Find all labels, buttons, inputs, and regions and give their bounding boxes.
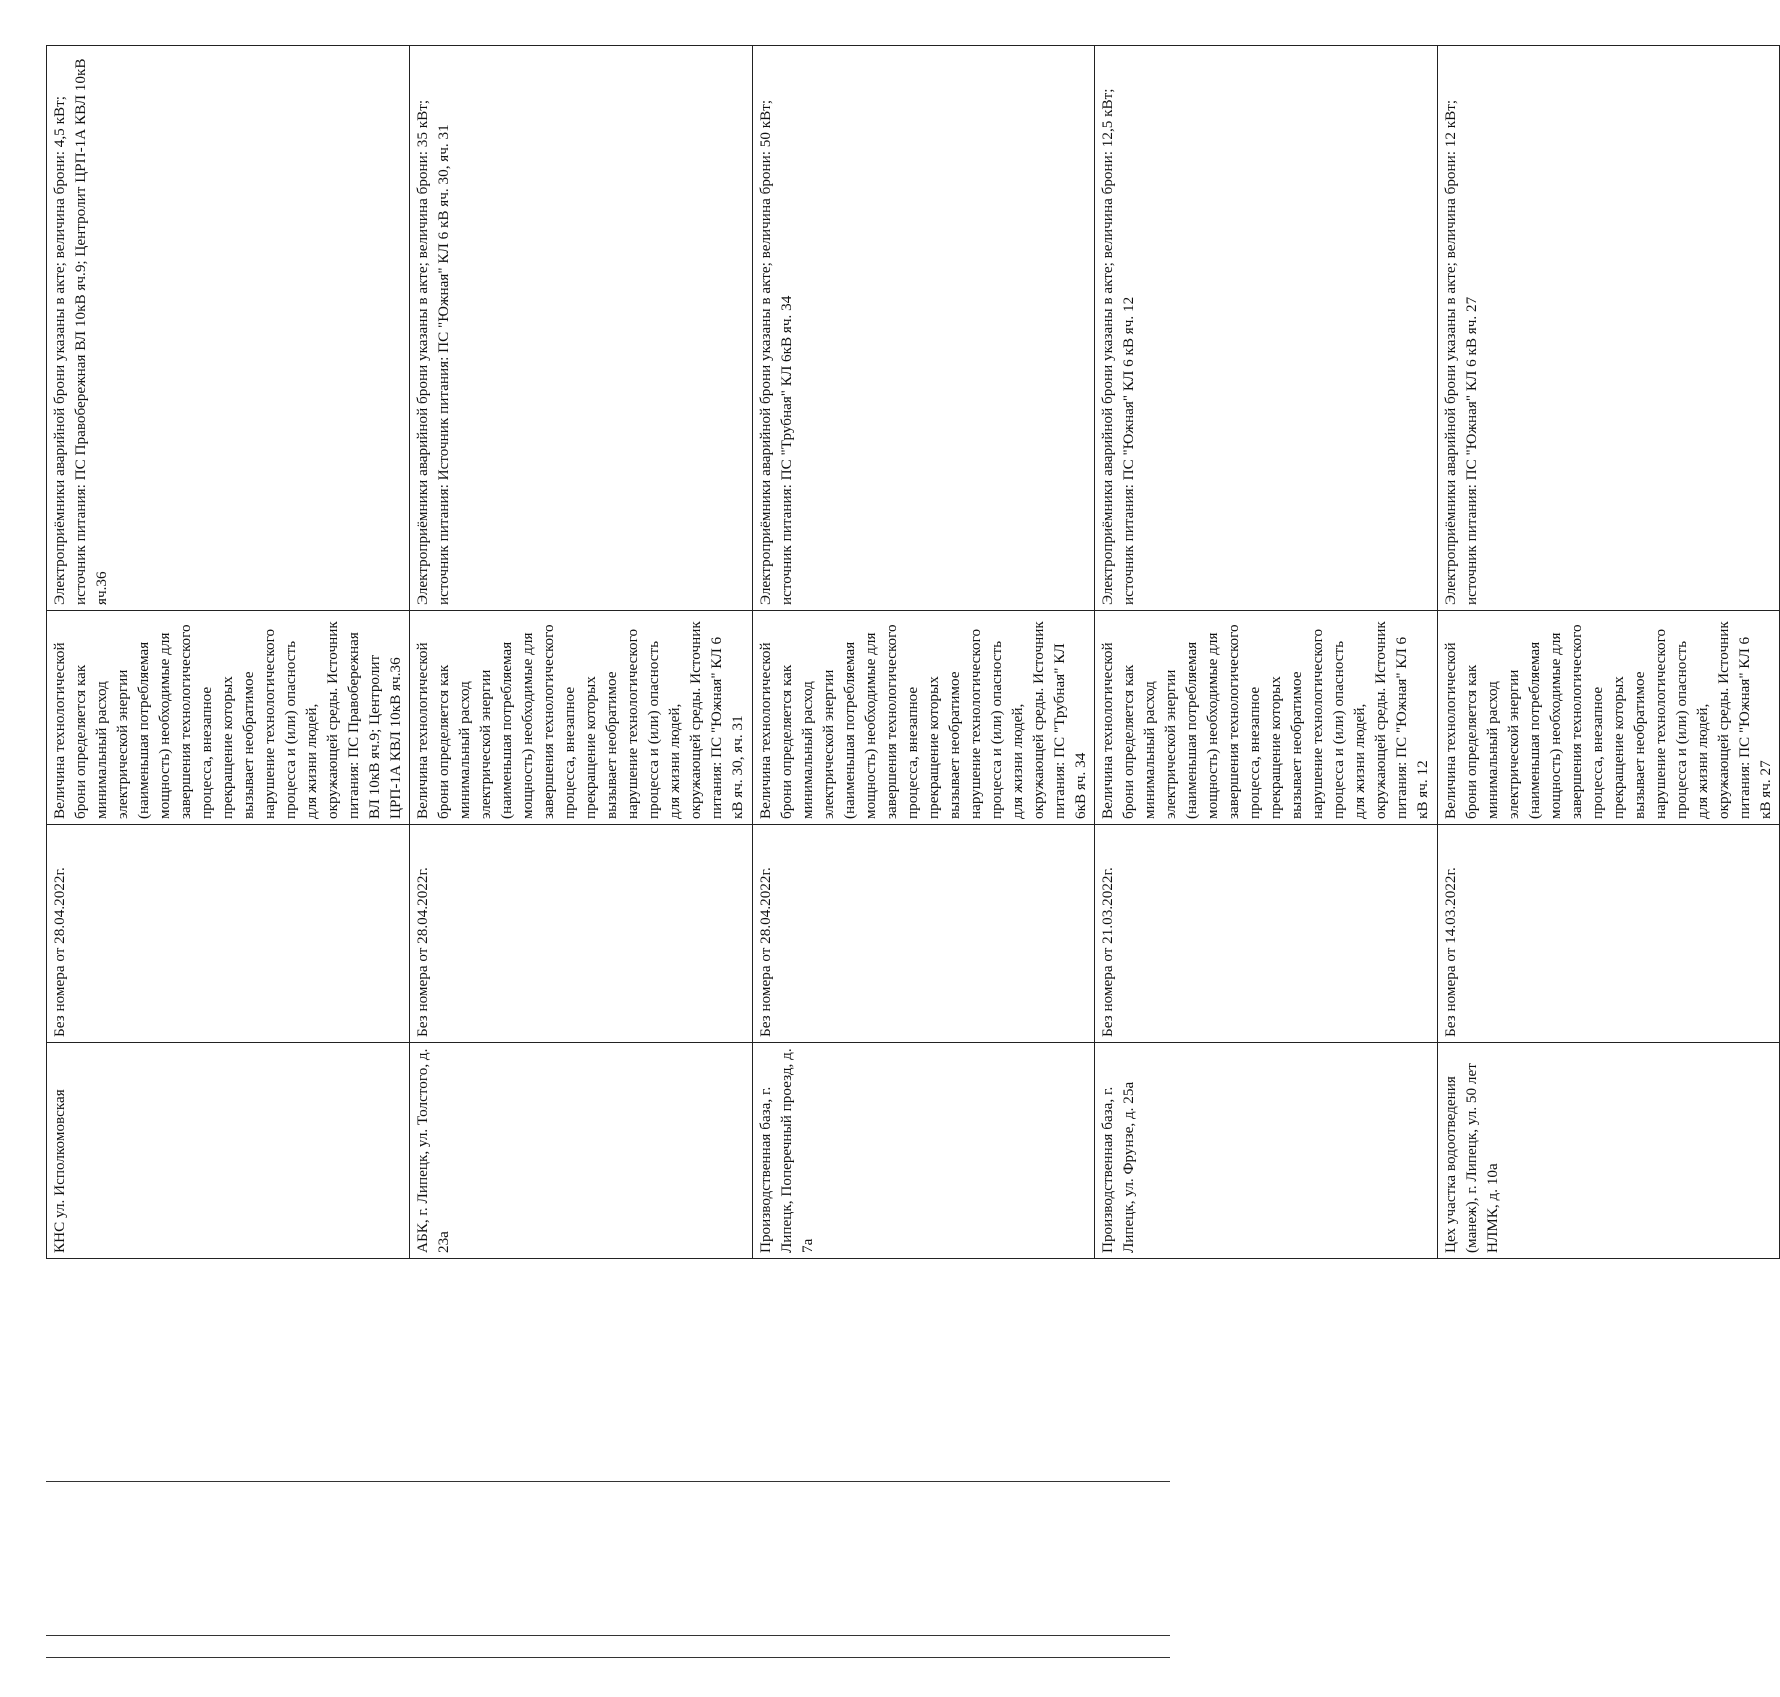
act-cell: Без номера от 14.03.2022г. [1437, 825, 1780, 1043]
divider-line [46, 1481, 1170, 1482]
emergency-reserve-cell: Электроприёмники аварийной брони указаны в акте; величина брони: 35 кВт; источник питания: Источник питания: ПС "Южная" КЛ 6 кВ яч. 30, яч. 31 [410, 46, 753, 611]
emergency-reserve-cell: Электроприёмники аварийной брони указаны в акте; величина брони: 4,5 кВт; источник питания: ПС Правобережная ВЛ 10кВ яч.9; Центролит ЦРП-1А КВЛ 10кВ яч.36 [47, 46, 410, 611]
act-cell: Без номера от 28.04.2022г. [410, 825, 753, 1043]
divider-line [46, 1657, 1170, 1658]
tech-reserve-cell: Величина технологической брони определяется как минимальный расход электрической энергии (наименьшая потребляемая мощность) необходимые для завершения технологического процесса, внезапное прекращение которых вызывает необратимое нарушение технологического процесса и (или) опасность для жизни людей, окружающей среды. Источник питания: ПС Правобережная ВЛ 10кВ яч.9; Центролит ЦРП-1А КВЛ 10кВ яч.36 [47, 611, 410, 825]
object-cell: АБК, г. Липецк, ул. Толстого, д. 23а [410, 1043, 753, 1259]
divider-line [46, 1635, 1170, 1636]
object-cell: Производственная база, г. Липецк, ул. Фрунзе, д. 25а [1095, 1043, 1438, 1259]
tech-reserve-cell: Величина технологической брони определяется как минимальный расход электрической энергии (наименьшая потребляемая мощность) необходимые для завершения технологического процесса, внезапное прекращение которых вызывает необратимое нарушение технологического процесса и (или) опасность для жизни людей, окружающей среды. Источник питания: ПС "Трубная" КЛ 6кВ яч. 34 [752, 611, 1095, 825]
object-cell: КНС ул. Исполкомовская [47, 1043, 410, 1259]
table-row [1437, 46, 1780, 1259]
landscape-page [46, 46, 1774, 1259]
emergency-reserve-cell: Электроприёмники аварийной брони указаны в акте; величина брони: 50 кВт; источник питания: ПС "Трубная" КЛ 6кВ яч. 34 [752, 46, 1095, 611]
tech-reserve-cell: Величина технологической брони определяется как минимальный расход электрической энергии (наименьшая потребляемая мощность) необходимые для завершения технологического процесса, внезапное прекращение которых вызывает необратимое нарушение технологического процесса и (или) опасность для жизни людей, окружающей среды. Источник питания: ПС "Южная" КЛ 6 кВ яч. 27 [1437, 611, 1780, 825]
act-cell: Без номера от 21.03.2022г. [1095, 825, 1438, 1043]
object-cell: Цех участка водоотведения (манеж), г. Липецк, ул. 50 лет НЛМК, д. 10а [1437, 1043, 1780, 1259]
rotated-table-container [46, 46, 1774, 1259]
emergency-reserve-cell: Электроприёмники аварийной брони указаны в акте; величина брони: 12 кВт; источник питания: ПС "Южная" КЛ 6 кВ яч. 27 [1437, 46, 1780, 611]
table-row [47, 46, 410, 1259]
tech-reserve-cell: Величина технологической брони определяется как минимальный расход электрической энергии (наименьшая потребляемая мощность) необходимые для завершения технологического процесса, внезапное прекращение которых вызывает необратимое нарушение технологического процесса и (или) опасность для жизни людей, окружающей среды. Источник питания: ПС "Южная" КЛ 6 кВ яч. 12 [1095, 611, 1438, 825]
table-row [752, 46, 1095, 1259]
act-cell: Без номера от 28.04.2022г. [47, 825, 410, 1043]
table-row [410, 46, 753, 1259]
tech-reserve-cell: Величина технологической брони определяется как минимальный расход электрической энергии (наименьшая потребляемая мощность) необходимые для завершения технологического процесса, внезапное прекращение которых вызывает необратимое нарушение технологического процесса и (или) опасность для жизни людей, окружающей среды. Источник питания: ПС "Южная" КЛ 6 кВ яч. 30, яч. 31 [410, 611, 753, 825]
object-cell: Производственная база, г. Липецк, Поперечный проезд, д. 7а [752, 1043, 1095, 1259]
table-row [1095, 46, 1438, 1259]
reserve-table [46, 45, 1780, 1259]
emergency-reserve-cell: Электроприёмники аварийной брони указаны в акте; величина брони: 12,5 кВт; источник питания: ПС "Южная" КЛ 6 кВ яч. 12 [1095, 46, 1438, 611]
act-cell: Без номера от 28.04.2022г. [752, 825, 1095, 1043]
